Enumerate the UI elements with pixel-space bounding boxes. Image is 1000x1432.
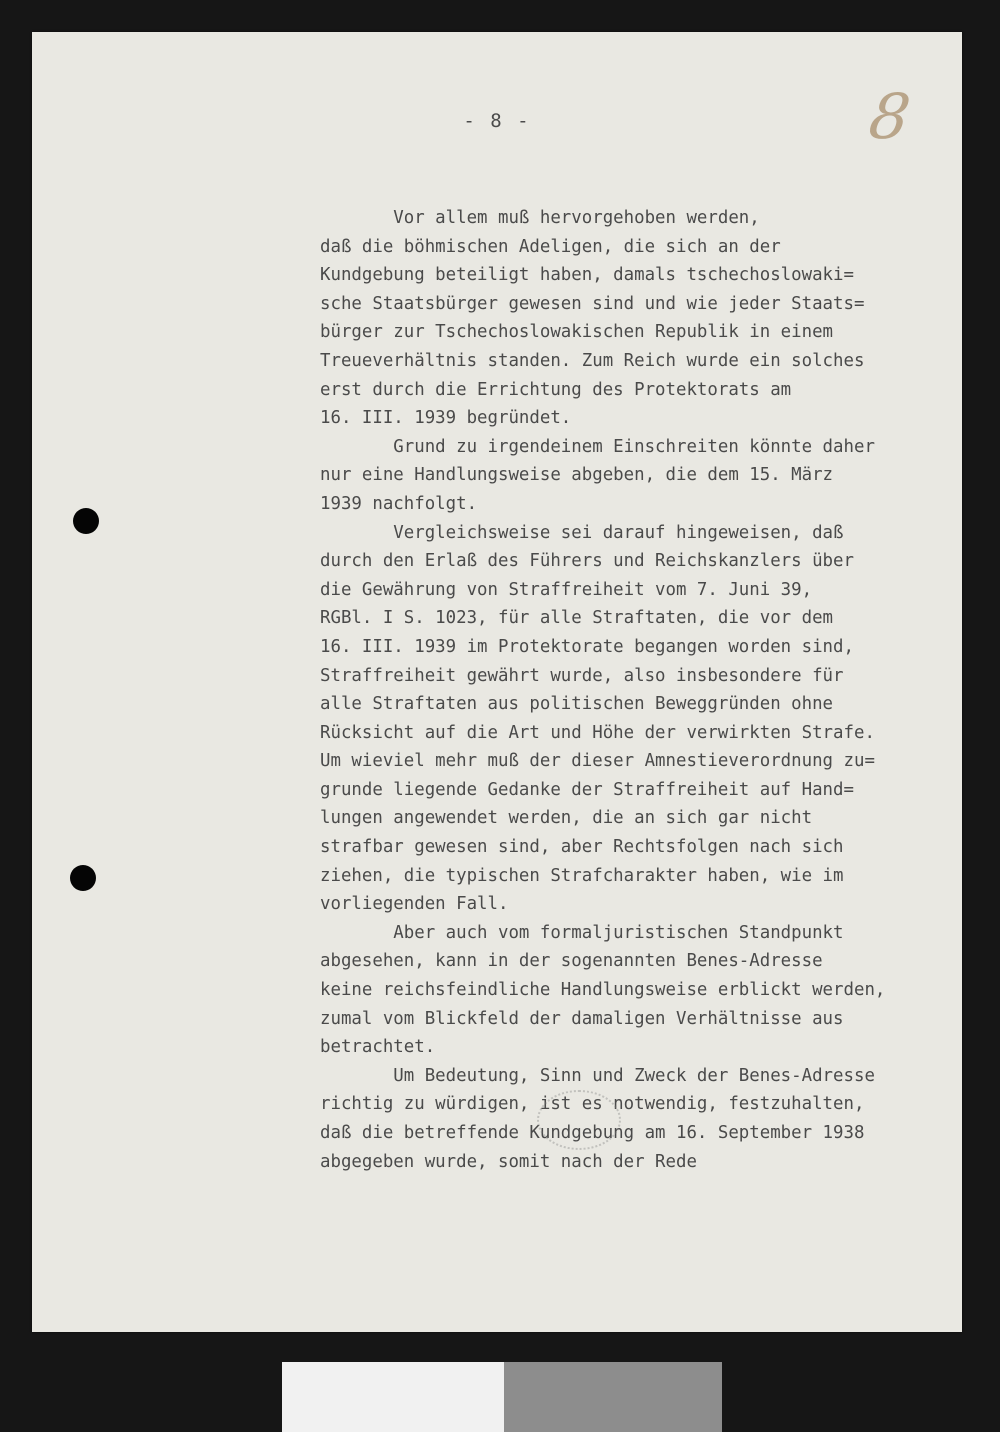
text-line: vorliegenden Fall. [320, 894, 509, 915]
text-line: daß die böhmischen Adeligen, die sich an der [320, 236, 781, 257]
text-line: alle Straftaten aus politischen Beweggründen ohne [320, 694, 834, 715]
text-line: abgegeben wurde, somit nach der Rede [320, 1151, 697, 1172]
text-line: abgesehen, kann in der sogenannten Benes-Adresse [320, 951, 823, 972]
text-line: 16. III. 1939 im Protektorate begangen worden sind, [320, 636, 854, 657]
color-calibration-gray-patch [504, 1362, 722, 1432]
page-number: - 8 - [463, 110, 531, 132]
text-line: die Gewährung von Straffreiheit vom 7. Juni 39, [320, 579, 813, 600]
text-line: RGBl. I S. 1023, für alle Straftaten, die vor dem [320, 608, 834, 629]
text-line: strafbar gewesen sind, aber Rechtsfolgen nach sich [320, 837, 844, 858]
text-line: Straffreiheit gewährt wurde, also insbesondere für [320, 665, 844, 686]
text-line: bürger zur Tschechoslowakischen Republik in einem [320, 322, 834, 343]
text-line: sche Staatsbürger gewesen sind und wie jeder Staats= [320, 293, 865, 314]
text-line: 1939 nachfolgt. [320, 493, 478, 514]
punch-hole-lower [70, 865, 96, 891]
text-line: Kundgebung beteiligt haben, damals tschechoslowaki= [320, 265, 854, 286]
color-calibration-white-patch [282, 1362, 504, 1432]
text-line: richtig zu würdigen, ist es notwendig, festzuhalten, [320, 1094, 865, 1115]
text-line: durch den Erlaß des Führers und Reichskanzlers über [320, 551, 854, 572]
text-line: ziehen, die typischen Strafcharakter haben, wie im [320, 865, 844, 886]
text-line: Vergleichsweise sei darauf hingeweisen, daß [320, 522, 844, 543]
text-line: Aber auch vom formaljuristischen Standpunkt [320, 922, 844, 943]
text-line: Rücksicht auf die Art und Höhe der verwirkten Strafe. [320, 722, 875, 743]
text-line: erst durch die Errichtung des Protektorats am [320, 379, 792, 400]
text-line: nur eine Handlungsweise abgeben, die dem 15. März [320, 465, 834, 486]
text-line: Grund zu irgendeinem Einschreiten könnte daher [320, 436, 875, 457]
text-line: keine reichsfeindliche Handlungsweise erblickt werden, [320, 980, 886, 1001]
text-line: betrachtet. [320, 1037, 436, 1058]
text-line: daß die betreffende Kundgebung am 16. September 1938 [320, 1123, 865, 1143]
text-line: Um wieviel mehr muß der dieser Amnestieverordnung zu= [320, 751, 875, 772]
typed-body-text [320, 204, 960, 1176]
text-line: grunde liegende Gedanke der Straffreiheit auf Hand= [320, 779, 854, 800]
faint-stamp [537, 1090, 621, 1150]
handwritten-folio-number: 8 [864, 80, 915, 153]
punch-hole-upper [73, 508, 99, 534]
text-line: Vor allem muß hervorgehoben werden, [320, 208, 760, 228]
text-line: Um Bedeutung, Sinn und Zweck der Benes-Adresse [320, 1065, 875, 1086]
text-line: zumal vom Blickfeld der damaligen Verhältnisse aus [320, 1008, 844, 1029]
text-line: 16. III. 1939 begründet. [320, 408, 572, 429]
document-page [32, 32, 962, 1332]
text-line: Treueverhältnis standen. Zum Reich wurde ein solches [320, 350, 865, 371]
text-line: lungen angewendet werden, die an sich gar nicht [320, 808, 813, 829]
